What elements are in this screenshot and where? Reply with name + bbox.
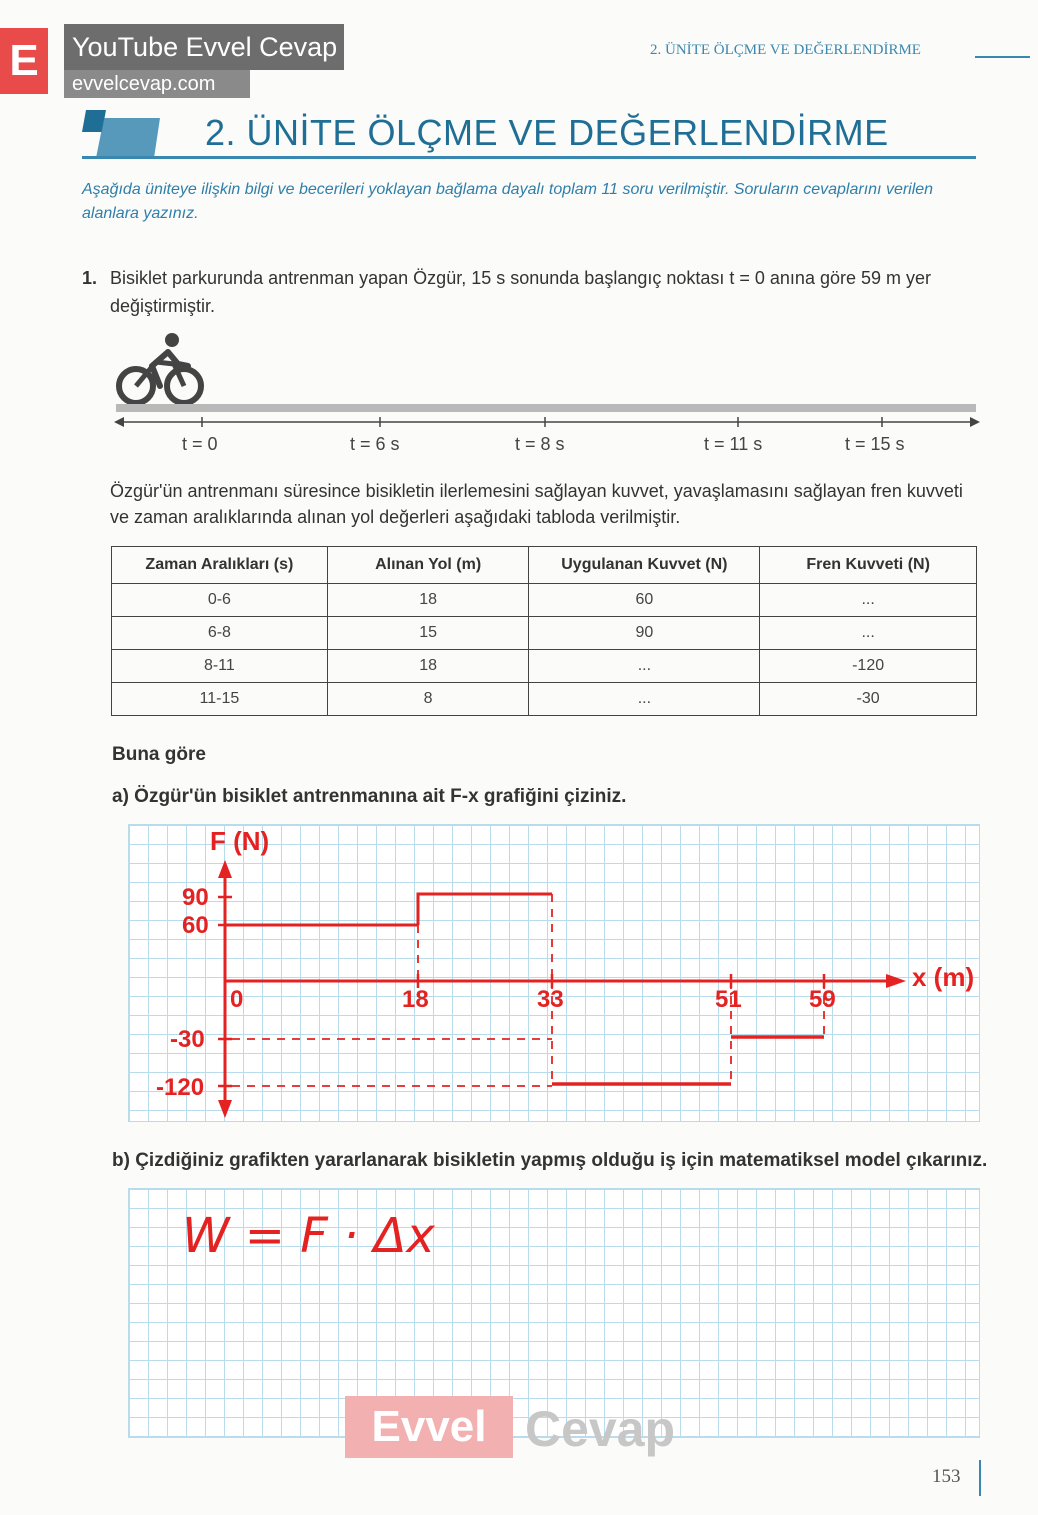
time-label-0: t = 0 bbox=[182, 434, 218, 454]
table-row bbox=[112, 584, 977, 617]
data-table bbox=[111, 546, 977, 716]
footer-watermark-cevap: Cevap bbox=[525, 1401, 676, 1457]
table-cell: ... bbox=[760, 617, 977, 650]
watermark-site: evvelcevap.com bbox=[64, 70, 250, 98]
table-cell: ... bbox=[760, 584, 977, 617]
fx-graph bbox=[128, 824, 978, 1120]
x-axis-arrow bbox=[886, 974, 906, 988]
y-tick-label-minus-30: -30 bbox=[170, 1026, 205, 1053]
y-axis-arrow-down bbox=[218, 1100, 232, 1118]
x-tick-label-59: 59 bbox=[809, 986, 836, 1013]
running-head: 2. ÜNİTE ÖLÇME VE DEĞERLENDİRME bbox=[650, 42, 921, 58]
x-tick-label-51: 51 bbox=[715, 986, 742, 1013]
intro-text: Aşağıda üniteye ilişkin bilgi ve becerileri yoklayan bağlama dayalı toplam 11 soru verilmiştir. Soruların cevaplarını verilen alanlara yazınız. bbox=[82, 181, 934, 222]
table-cell: -120 bbox=[760, 650, 977, 683]
y-tick-label-minus-120: -120 bbox=[156, 1074, 205, 1101]
y-tick-label-60: 60 bbox=[182, 912, 209, 939]
part-b-question: b) Çizdiğiniz grafikten yararlanarak bisikletin yapmış olduğu iş için matematiksel model çıkarınız. bbox=[112, 1150, 988, 1171]
table-header: Zaman Aralıkları (s) bbox=[112, 547, 328, 584]
table-header-row bbox=[112, 547, 977, 584]
question-text: Bisiklet parkurunda antrenman yapan Özgür, 15 s sonunda başlangıç noktası t = 0 anına göre 59 m yer değiştirmiştir. bbox=[110, 268, 932, 316]
table-header: Uygulanan Kuvvet (N) bbox=[529, 547, 760, 584]
table-row bbox=[112, 683, 977, 716]
table-cell: 0-6 bbox=[112, 584, 328, 617]
title-rule bbox=[82, 156, 976, 159]
page-number: 153 bbox=[932, 1466, 961, 1487]
table-cell: 90 bbox=[529, 617, 760, 650]
table-header: Fren Kuvveti (N) bbox=[760, 547, 977, 584]
origin-label: 0 bbox=[230, 986, 244, 1013]
table-cell: 18 bbox=[327, 650, 529, 683]
track-road bbox=[116, 404, 976, 412]
time-label-6: t = 6 s bbox=[350, 434, 400, 454]
table-cell: 18 bbox=[327, 584, 529, 617]
footer-watermark-evvel: Evvel bbox=[345, 1396, 513, 1458]
watermark-channel: YouTube Evvel Cevap bbox=[64, 24, 344, 70]
footer-watermark bbox=[345, 1396, 705, 1480]
time-label-11: t = 11 s bbox=[704, 434, 763, 454]
x-axis-label: x (m) bbox=[912, 962, 975, 992]
y-axis-arrow-up bbox=[218, 860, 232, 878]
watermark-logo: E bbox=[0, 28, 48, 94]
table-cell: 8 bbox=[327, 683, 529, 716]
title-decoration-icon bbox=[82, 110, 162, 158]
page-title: 2. ÜNİTE ÖLÇME VE DEĞERLENDİRME bbox=[205, 112, 889, 153]
page-number-rule bbox=[979, 1460, 981, 1496]
time-label-15: t = 15 s bbox=[845, 434, 905, 454]
question-number: 1. bbox=[82, 268, 98, 288]
table-row bbox=[112, 617, 977, 650]
y-axis-label: F (N) bbox=[210, 826, 270, 856]
segment-18-33 bbox=[418, 894, 552, 925]
table-cell: 15 bbox=[327, 617, 529, 650]
answer-formula: W = F · Δx bbox=[182, 1208, 435, 1264]
table-intro-text: Özgür'ün antrenmanı süresince bisikletin ilerlemesini sağlayan kuvvet, yavaşlamasını sağlayan fren kuvveti ve zaman aralıklarında alınan yol değerleri aşağıdaki tabloda verilmiştir. bbox=[110, 481, 963, 527]
table-cell: 60 bbox=[529, 584, 760, 617]
table-cell: ... bbox=[529, 683, 760, 716]
running-head-rule bbox=[975, 56, 1030, 58]
x-tick-label-33: 33 bbox=[537, 986, 564, 1013]
track-axis bbox=[114, 412, 980, 432]
table-cell: 11-15 bbox=[112, 683, 328, 716]
x-tick-label-18: 18 bbox=[402, 986, 429, 1013]
table-cell: 6-8 bbox=[112, 617, 328, 650]
bicycle-icon bbox=[112, 330, 208, 410]
table-cell: -30 bbox=[760, 683, 977, 716]
table-header: Alınan Yol (m) bbox=[327, 547, 529, 584]
y-tick-label-90: 90 bbox=[182, 884, 209, 911]
time-label-8: t = 8 s bbox=[515, 434, 565, 454]
buna-gore-label: Buna göre bbox=[112, 744, 206, 765]
table-cell: ... bbox=[529, 650, 760, 683]
table-cell: 8-11 bbox=[112, 650, 328, 683]
table-row bbox=[112, 650, 977, 683]
part-a-question: a) Özgür'ün bisiklet antrenmanına ait F-x grafiğini çiziniz. bbox=[112, 786, 627, 807]
